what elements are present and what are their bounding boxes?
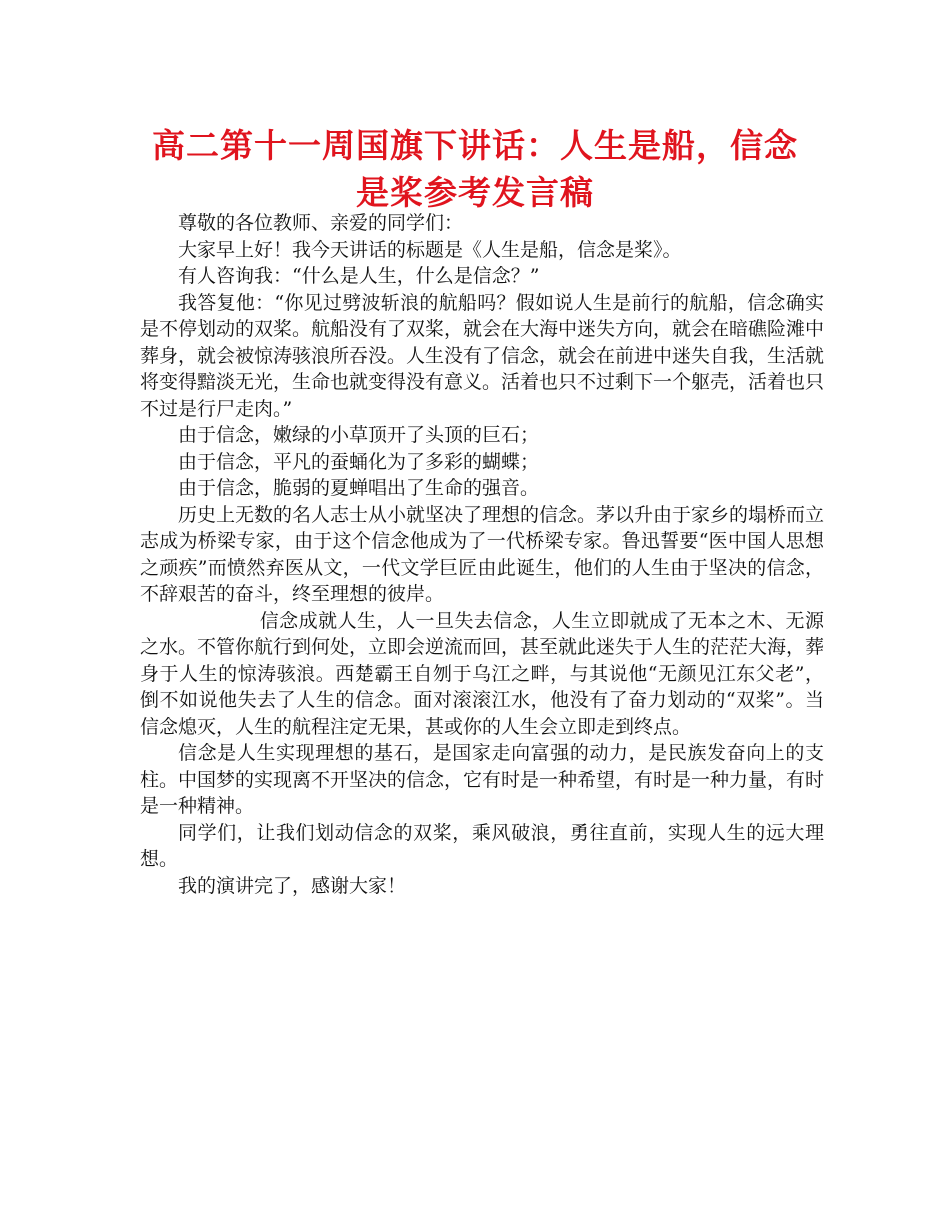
document-body: [140, 210, 824, 899]
loss-of-belief-paragraph: 信念成就人生，人一旦失去信念，人生立即就成了无本之木、无源之水。不管你航行到何处，立即会逆流而回，甚至就此迷失于人生的茫茫大海，葬身于人生的惊涛骇浪。西楚霸王自刎于乌江之畔，与其说他“无颜见江东父老”，倒不如说他失去了人生的信念。面对滚滚江水，他没有了奋力划动的“双桨”。当信念熄灭，人生的航程注定无果，甚或你的人生会立即走到终点。: [140, 609, 825, 738]
closing-paragraph: 我的演讲完了，感谢大家！: [178, 874, 407, 897]
salutation: 尊敬的各位教师、亲爱的同学们：: [178, 212, 464, 234]
answer-paragraph: 我答复他：“你见过劈波斩浪的航船吗？假如说人生是前行的航船，信念确实是不停划动的双桨。航船没有了双桨，就会在大海中迷失方向，就会在暗礁险滩中葬身，就会被惊涛骇浪所吞没。人生没有了信念，就会在前进中迷失自我，生活就将变得黯淡无光，生命也就变得没有意义。活着也只不过剩下一个躯壳，活着也只不过是行尸走肉。”: [140, 291, 825, 420]
history-paragraph: 历史上无数的名人志士从小就坚决了理想的信念。茅以升由于家乡的塌桥而立志成为桥梁专家，由于这个信念他成为了一代桥梁专家。鲁迅誓要“医中国人思想之顽疾”而愤然弃医从文，一代文学巨匠由此诞生，他们的人生由于坚决的信念，不辞艰苦的奋斗，终至理想的彼岸。: [140, 503, 825, 605]
belief-line-1: 由于信念，嫩绿的小草顶开了头顶的巨石；: [178, 424, 540, 446]
foundation-paragraph: 信念是人生实现理想的基石，是国家走向富强的动力，是民族发奋向上的支柱。中国梦的实现离不开坚决的信念，它有时是一种希望，有时是一种力量，有时是一种精神。: [140, 742, 825, 817]
greeting-paragraph: 大家早上好！我今天讲话的标题是《人生是船，信念是桨》。: [178, 238, 682, 261]
question-paragraph: 有人咨询我：“什么是人生，什么是信念？”: [178, 265, 540, 287]
belief-line-2: 由于信念，平凡的蚕蛹化为了多彩的蝴蝶；: [178, 450, 540, 473]
call-to-action-paragraph: 同学们，让我们划动信念的双桨，乘风破浪，勇往直前，实现人生的远大理想。: [140, 821, 824, 870]
belief-line-3: 由于信念，脆弱的夏蝉唱出了生命的强音。: [178, 477, 540, 499]
document-title: 高二第十一周国旗下讲话：人生是船，信念是桨参考发言稿: [152, 126, 798, 212]
